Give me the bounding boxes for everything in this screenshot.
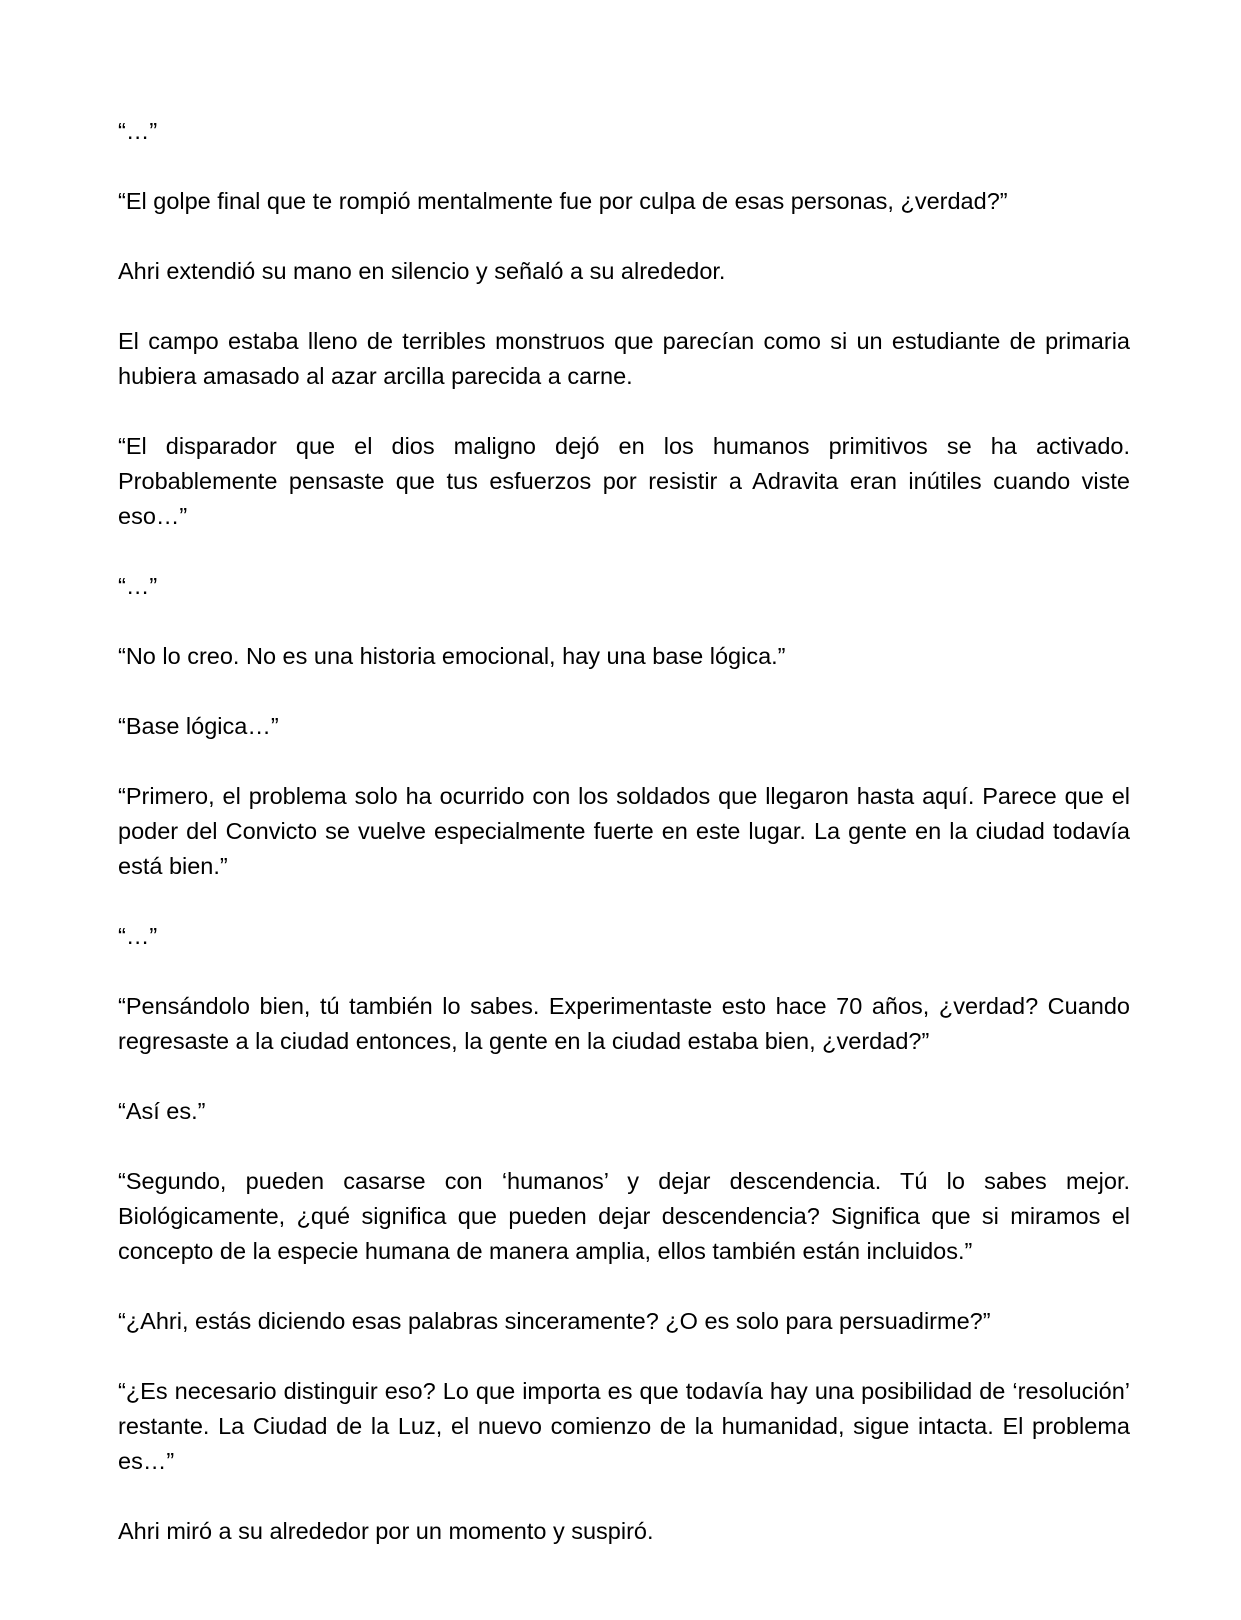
paragraph-7: “No lo creo. No es una historia emocional, hay una base lógica.”	[118, 643, 786, 669]
paragraph-5: “El disparador que el dios maligno dejó en los humanos primitivos se ha activado. Probablemente pensaste que tus esfuerzos por resistir a Adravita eran inútiles cuando viste eso…”	[118, 433, 1130, 529]
paragraph-10: “…”	[118, 923, 158, 949]
document-page	[118, 114, 1130, 1549]
paragraph-4: El campo estaba lleno de terribles monstruos que parecían como si un estudiante de primaria hubiera amasado al azar arcilla parecida a carne.	[118, 328, 1130, 389]
paragraph-2: “El golpe final que te rompió mentalmente fue por culpa de esas personas, ¿verdad?”	[118, 188, 1008, 214]
paragraph-8: “Base lógica…”	[118, 713, 279, 739]
paragraph-1: “…”	[118, 118, 158, 144]
paragraph-6: “…”	[118, 573, 158, 599]
paragraph-3: Ahri extendió su mano en silencio y señaló a su alrededor.	[118, 258, 726, 284]
paragraph-15: “¿Es necesario distinguir eso? Lo que importa es que todavía hay una posibilidad de ‘resolución’ restante. La Ciudad de la Luz, el nuevo comienzo de la humanidad, sigue intacta. El problema es…”	[118, 1378, 1130, 1474]
paragraph-11: “Pensándolo bien, tú también lo sabes. Experimentaste esto hace 70 años, ¿verdad? Cuando regresaste a la ciudad entonces, la gente en la ciudad estaba bien, ¿verdad?”	[118, 993, 1130, 1054]
paragraph-14: “¿Ahri, estás diciendo esas palabras sinceramente? ¿O es solo para persuadirme?”	[118, 1308, 991, 1334]
paragraph-12: “Así es.”	[118, 1098, 206, 1124]
paragraph-16: Ahri miró a su alrededor por un momento y suspiró.	[118, 1518, 654, 1544]
paragraph-13: “Segundo, pueden casarse con ‘humanos’ y dejar descendencia. Tú lo sabes mejor. Biológicamente, ¿qué significa que pueden dejar descendencia? Significa que si miramos el concepto de la especie humana de manera amplia, ellos también están incluidos.”	[118, 1168, 1130, 1264]
paragraph-9: “Primero, el problema solo ha ocurrido con los soldados que llegaron hasta aquí. Parece que el poder del Convicto se vuelve especialmente fuerte en este lugar. La gente en la ciudad todavía está bien.”	[118, 783, 1130, 879]
